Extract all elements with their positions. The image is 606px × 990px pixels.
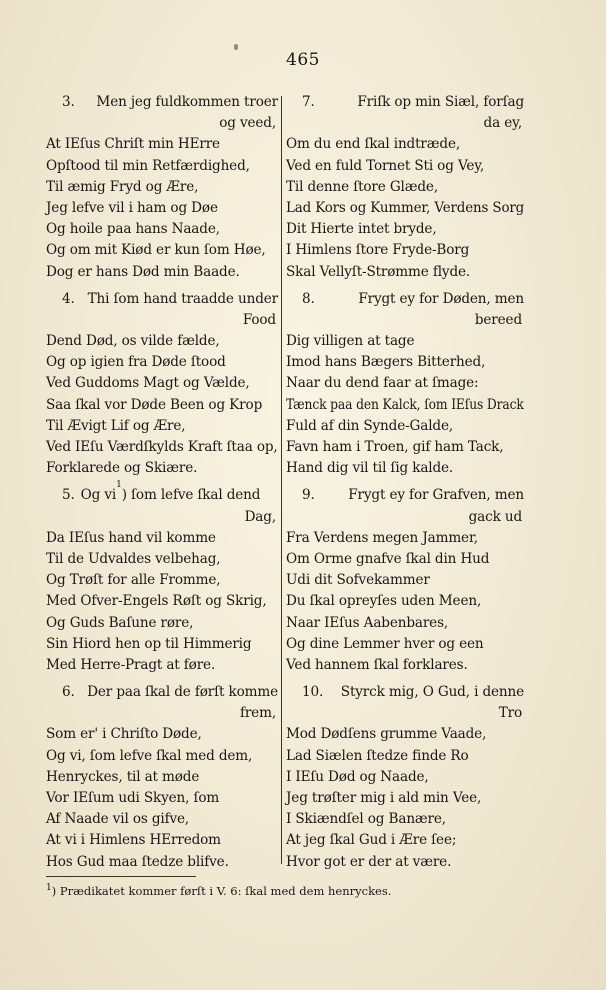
- footnote-reference: 1: [116, 480, 122, 491]
- stanza: [286, 92, 524, 283]
- runover-line: og veed,: [219, 115, 276, 132]
- verse-line: Til de Udvaldes velbehag,: [46, 550, 221, 567]
- verse-line: Som er' i Chriſto Døde,: [46, 726, 202, 743]
- verse-line: Dig villigen at tage: [286, 333, 415, 350]
- stanza-first-line: [286, 92, 524, 113]
- verse-line: Mod Dødſens grumme Vaade,: [286, 726, 487, 743]
- verse-line: At IEſus Chriſt min HErre: [46, 136, 220, 153]
- first-line-text: Styrck mig, O Gud, i denne: [340, 684, 524, 701]
- verse-line: Naar IEſus Aabenbares,: [286, 614, 449, 631]
- verse-line: I Skiændſel og Banære,: [286, 811, 446, 828]
- verse-line: Favn ham i Troen, gif ham Tack,: [286, 439, 504, 455]
- first-line-text: Men jeg fuldkommen troer: [96, 94, 278, 110]
- stanza-first-line: [46, 92, 278, 113]
- verse-line: Udi dit Sofvekammer: [286, 572, 430, 589]
- footnote-mark: 1: [46, 883, 52, 894]
- first-line-text: Der paa ſkal de førſt komme: [87, 684, 278, 701]
- stanza-number: 3.: [62, 94, 75, 110]
- runover-line: frem,: [239, 705, 276, 722]
- stanza: [46, 682, 278, 873]
- verse-line: Da IEſus hand vil komme: [46, 529, 216, 546]
- stanza-number: 6.: [62, 684, 75, 701]
- verse-line: Dit Hierte intet bryde,: [286, 221, 437, 238]
- left-column: [46, 92, 278, 879]
- stanza-number: 4.: [62, 290, 75, 307]
- stanza: [46, 289, 278, 480]
- stanza: [286, 682, 524, 873]
- runover-line: Dag,: [244, 508, 276, 525]
- runover-line: Food: [242, 311, 276, 328]
- stanza: [46, 480, 278, 676]
- verse-line: Med Ofver-Engels Røſt og Skrig,: [46, 593, 267, 610]
- verse-line: Ved IEſu Værdſkylds Kraft ſtaa op,: [46, 439, 278, 455]
- verse-line: Ved en fuld Tornet Sti og Vey,: [286, 157, 485, 174]
- stanza-first-line: [46, 682, 278, 703]
- verse-line: Opſtood til min Retfærdighed,: [46, 157, 250, 174]
- runover-line: Tro: [498, 705, 522, 722]
- verse-line: Sin Hiord hen op til Himmerig: [46, 635, 252, 652]
- verse-line: Hand dig vil til ſig kalde.: [286, 460, 454, 477]
- verse-line: Vor IEſum udi Skyen, ſom: [46, 790, 220, 806]
- runover-line: gack ud: [468, 508, 522, 525]
- column-divider: [281, 96, 282, 864]
- verse-line: Lad Siælen ſtedze finde Ro: [286, 747, 469, 764]
- verse-line: Imod hans Bægers Bitterhed,: [286, 354, 486, 371]
- verse-line: Og dine Lemmer hver og een: [286, 635, 484, 652]
- first-line-text: Frygt ey for Grafven, men: [348, 487, 524, 504]
- footnote: [46, 884, 391, 898]
- verse-line: Med Herre-Pragt at føre.: [46, 656, 216, 673]
- verse-line: Skal Vellyſt-Strømme flyde.: [286, 263, 471, 280]
- runover-line: bereed: [474, 311, 522, 328]
- page-number: 465: [286, 50, 320, 70]
- verse-line: Og Trøſt for alle Fromme,: [46, 572, 221, 589]
- verse-line: Og op igien fra Døde ſtood: [46, 354, 226, 371]
- verse-line: Til Ævigt Lif og Ære,: [46, 417, 186, 434]
- verse-line: Du ſkal opreyſes uden Meen,: [286, 593, 482, 610]
- verse-line: Og om mit Kiød er kun ſom Høe,: [46, 242, 266, 259]
- verse-line: Til denne ſtore Glæde,: [286, 178, 438, 195]
- first-line-text: Frygt ey for Døden, men: [358, 290, 524, 307]
- first-line-text: Thi ſom hand traadde under: [87, 290, 278, 307]
- verse-line: Tænck paa den Kalck, ſom IEſus Drack: [286, 396, 524, 413]
- verse-line: Hos Gud maa ſtedze blifve.: [46, 853, 229, 870]
- verse-line: Jeg lefve vil i ham og Døe: [46, 199, 218, 216]
- stanza-first-line: [286, 289, 524, 310]
- verse-line: Dog er hans Død min Baade.: [46, 263, 240, 280]
- stanza-first-line: [46, 480, 278, 506]
- stanza-first-line: [46, 289, 278, 310]
- verse-line: Ved hannem ſkal forklares.: [286, 656, 468, 673]
- stanza-first-line: [286, 682, 524, 703]
- footnote-text: ) Prædikatet kommer førſt i V. 6: ſkal med dem henryckes.: [51, 884, 392, 898]
- verse-line: Til æmig Fryd og Ære,: [46, 178, 199, 195]
- verse-line: Fuld af din Synde-Galde,: [286, 417, 454, 434]
- stanza-number: 9.: [302, 487, 315, 504]
- stanza-number: 5.: [62, 487, 75, 504]
- verse-line: At jeg ſkal Gud i Ære ſee;: [286, 832, 457, 849]
- first-line-text: Og vi: [80, 487, 117, 504]
- first-line-text: Friſk op min Siæl, forſag: [357, 94, 524, 110]
- verse-line: I Himlens ſtore Fryde-Borg: [286, 242, 470, 259]
- verse-line: Ved Guddoms Magt og Vælde,: [46, 375, 250, 392]
- right-column: [286, 92, 524, 879]
- verse-line: Om Orme gnafve ſkal din Hud: [286, 550, 490, 567]
- verse-line: At vi i Himlens HErredom: [46, 832, 221, 849]
- verse-line: Jeg trøſter mig i ald min Vee,: [286, 790, 482, 806]
- stanza-number: 8.: [302, 290, 315, 307]
- verse-line: Og hoile paa hans Naade,: [46, 221, 220, 238]
- verse-line: Saa ſkal vor Døde Been og Krop: [46, 396, 263, 413]
- verse-line: Naar du dend faar at ſmage:: [286, 375, 479, 392]
- verse-line: Om du end ſkal indtræde,: [286, 136, 461, 153]
- verse-line: Og Guds Baſune røre,: [46, 614, 194, 631]
- stanza: [286, 485, 524, 676]
- verse-line: Henryckes, til at møde: [46, 768, 200, 785]
- verse-line: Af Naade vil os gifve,: [46, 811, 190, 828]
- first-line-rest: ) ſom lefve ſkal dend: [121, 487, 261, 504]
- verse-line: Fra Verdens megen Jammer,: [286, 529, 478, 546]
- verse-line: Hvor got er der at være.: [286, 853, 452, 870]
- runover-line: da ey,: [483, 115, 522, 132]
- verse-line: Dend Død, os vilde fælde,: [46, 333, 220, 350]
- stanza-number: 10.: [302, 684, 324, 701]
- stanza-number: 7.: [302, 94, 315, 110]
- verse-line: Forklarede og Skiære.: [46, 460, 198, 477]
- verse-line: I IEſu Død og Naade,: [286, 768, 429, 785]
- stanza-first-line: [286, 485, 524, 506]
- footnote-rule: [46, 876, 196, 877]
- verse-line: Og vi, ſom lefve ſkal med dem,: [46, 747, 253, 764]
- verse-line: Lad Kors og Kummer, Verdens Sorg: [286, 199, 525, 216]
- stanza: [46, 92, 278, 283]
- stanza: [286, 289, 524, 480]
